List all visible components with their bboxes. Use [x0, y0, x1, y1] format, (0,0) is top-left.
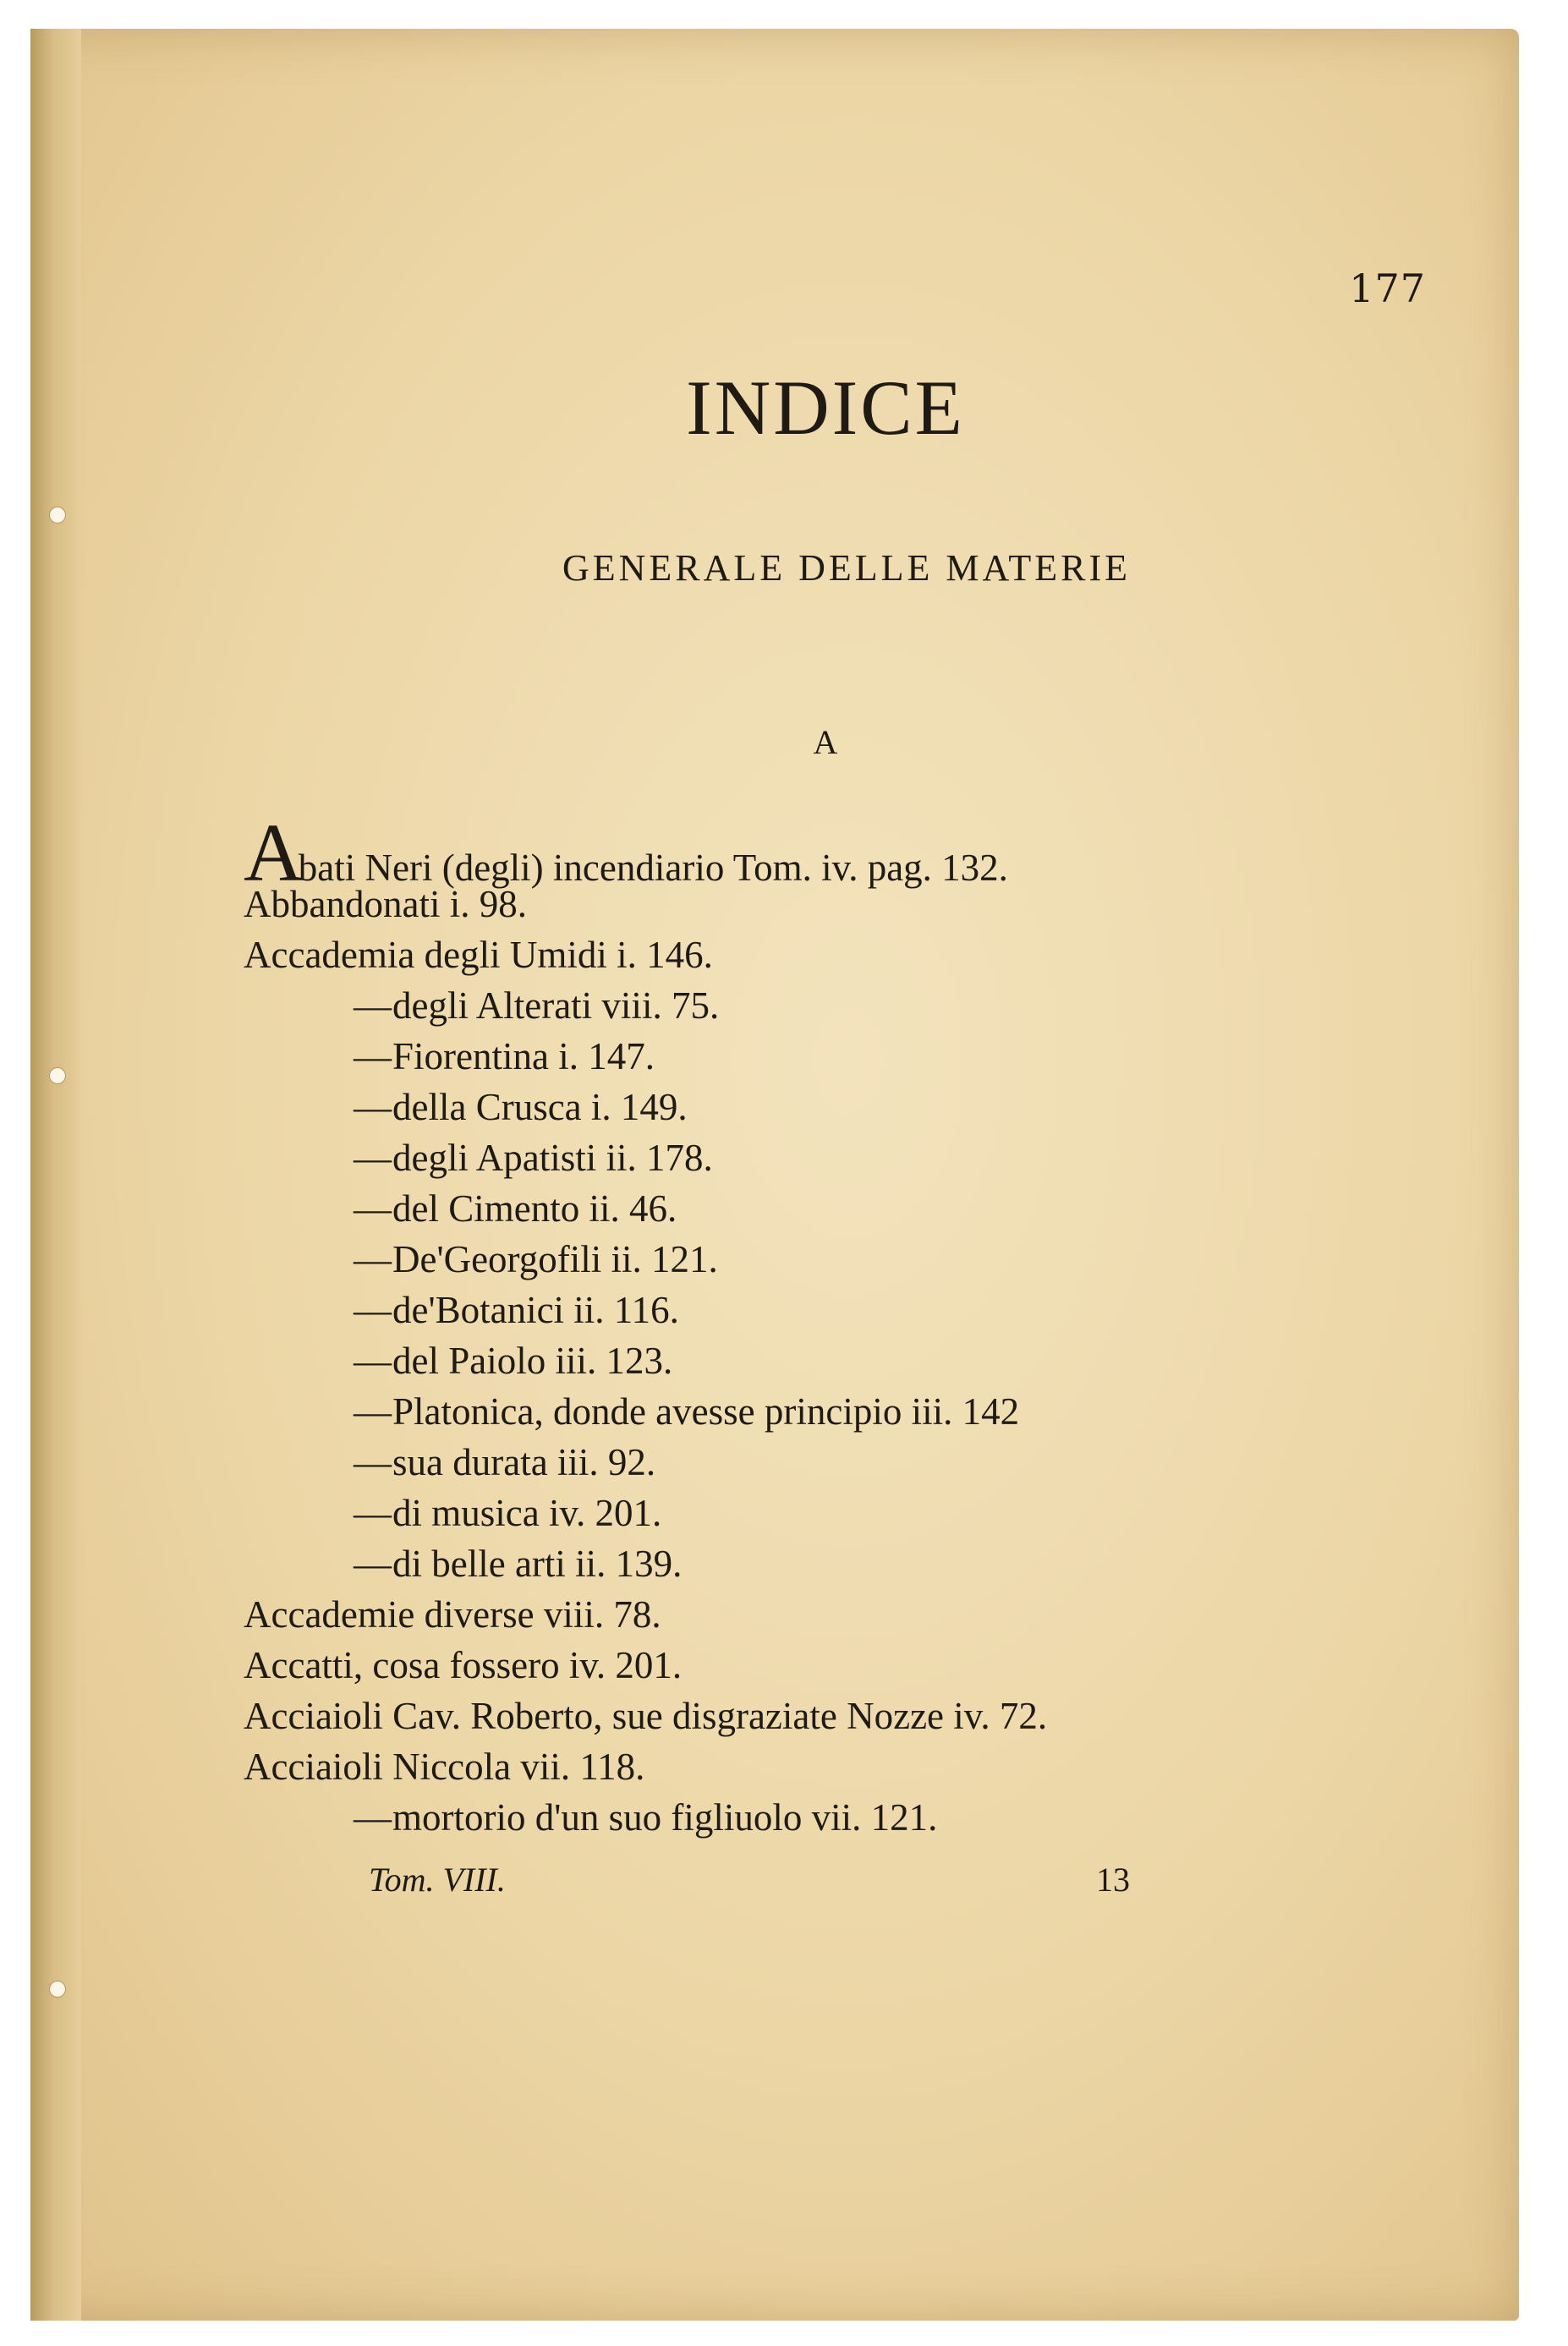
entry-text: bati Neri (degli) incendiario Tom. iv. pag. 132. [298, 847, 1008, 889]
index-subentry [244, 1538, 1284, 1589]
index-subentry [244, 1792, 1284, 1843]
entry-text: De'Georgofili ii. 121. [392, 1238, 718, 1280]
ditto-dash: — [354, 1137, 392, 1179]
book-page [30, 29, 1519, 2321]
index-entry [244, 929, 1284, 980]
entry-text: Fiorentina i. 147. [392, 1035, 655, 1077]
index-subentry [244, 1285, 1284, 1335]
ditto-dash: — [354, 1289, 392, 1331]
entry-text: mortorio d'un suo figliuolo vii. 121. [392, 1796, 938, 1839]
signature-mark: 13 [1096, 1861, 1130, 1899]
sewing-hole [49, 507, 66, 523]
index-entry [244, 1589, 1284, 1640]
index-subentry [244, 1132, 1284, 1183]
entry-text: Accademia degli Umidi i. 146. [244, 934, 713, 976]
page-footer [369, 1860, 1130, 1899]
index-subentry [244, 1234, 1284, 1285]
entry-text: sua durata iii. 92. [392, 1441, 656, 1483]
ditto-dash: — [354, 984, 392, 1027]
entry-text: degli Apatisti ii. 178. [392, 1137, 713, 1179]
index-subentry [244, 1335, 1284, 1386]
page-number: 177 [1349, 266, 1426, 311]
index-subentry [244, 1031, 1284, 1082]
entry-text: Accademie diverse viii. 78. [244, 1593, 661, 1636]
ditto-dash: — [354, 1492, 392, 1534]
entry-text: Platonica, donde avesse principio iii. 142 [392, 1390, 1020, 1433]
index-subentry [244, 1386, 1284, 1437]
ditto-dash: — [354, 1543, 392, 1585]
index-subentry [244, 980, 1284, 1031]
index-entry [244, 808, 1284, 899]
entry-text: del Paiolo iii. 123. [392, 1340, 673, 1382]
index-entry [244, 1741, 1284, 1792]
index-entry [244, 1691, 1284, 1741]
page-title: INDICE [686, 365, 965, 451]
drop-cap: A [244, 808, 299, 899]
page-subtitle: GENERALE DELLE MATERIE [562, 547, 1132, 589]
entry-text: del Cimento ii. 46. [392, 1187, 677, 1230]
sewing-hole [49, 1067, 66, 1084]
ditto-dash: — [354, 1035, 392, 1077]
index-entries [244, 808, 1284, 1843]
entry-text: de'Botanici ii. 116. [392, 1289, 679, 1331]
index-subentry [244, 1183, 1284, 1234]
ditto-dash: — [354, 1390, 392, 1433]
index-entry [244, 1640, 1284, 1691]
index-subentry [244, 1082, 1284, 1132]
section-letter: A [813, 723, 838, 761]
sewing-hole [49, 1981, 66, 1998]
index-subentry [244, 1437, 1284, 1488]
entry-text: Acciaioli Cav. Roberto, sue disgraziate Nozze iv. 72. [244, 1695, 1048, 1737]
entry-text: di musica iv. 201. [392, 1492, 662, 1534]
ditto-dash: — [354, 1086, 392, 1128]
ditto-dash: — [354, 1441, 392, 1483]
entry-text: di belle arti ii. 139. [392, 1543, 683, 1585]
ditto-dash: — [354, 1238, 392, 1280]
ditto-dash: — [354, 1796, 392, 1839]
ditto-dash: — [354, 1340, 392, 1382]
ditto-dash: — [354, 1187, 392, 1230]
entry-text: Accatti, cosa fossero iv. 201. [244, 1644, 683, 1686]
entry-text: della Crusca i. 149. [392, 1086, 688, 1128]
index-subentry [244, 1488, 1284, 1538]
entry-text: Abbandonati i. 98. [244, 883, 527, 925]
entry-text: degli Alterati viii. 75. [392, 984, 720, 1027]
entry-text: Acciaioli Niccola vii. 118. [244, 1746, 645, 1788]
volume-label: Tom. VIII. [369, 1861, 506, 1899]
